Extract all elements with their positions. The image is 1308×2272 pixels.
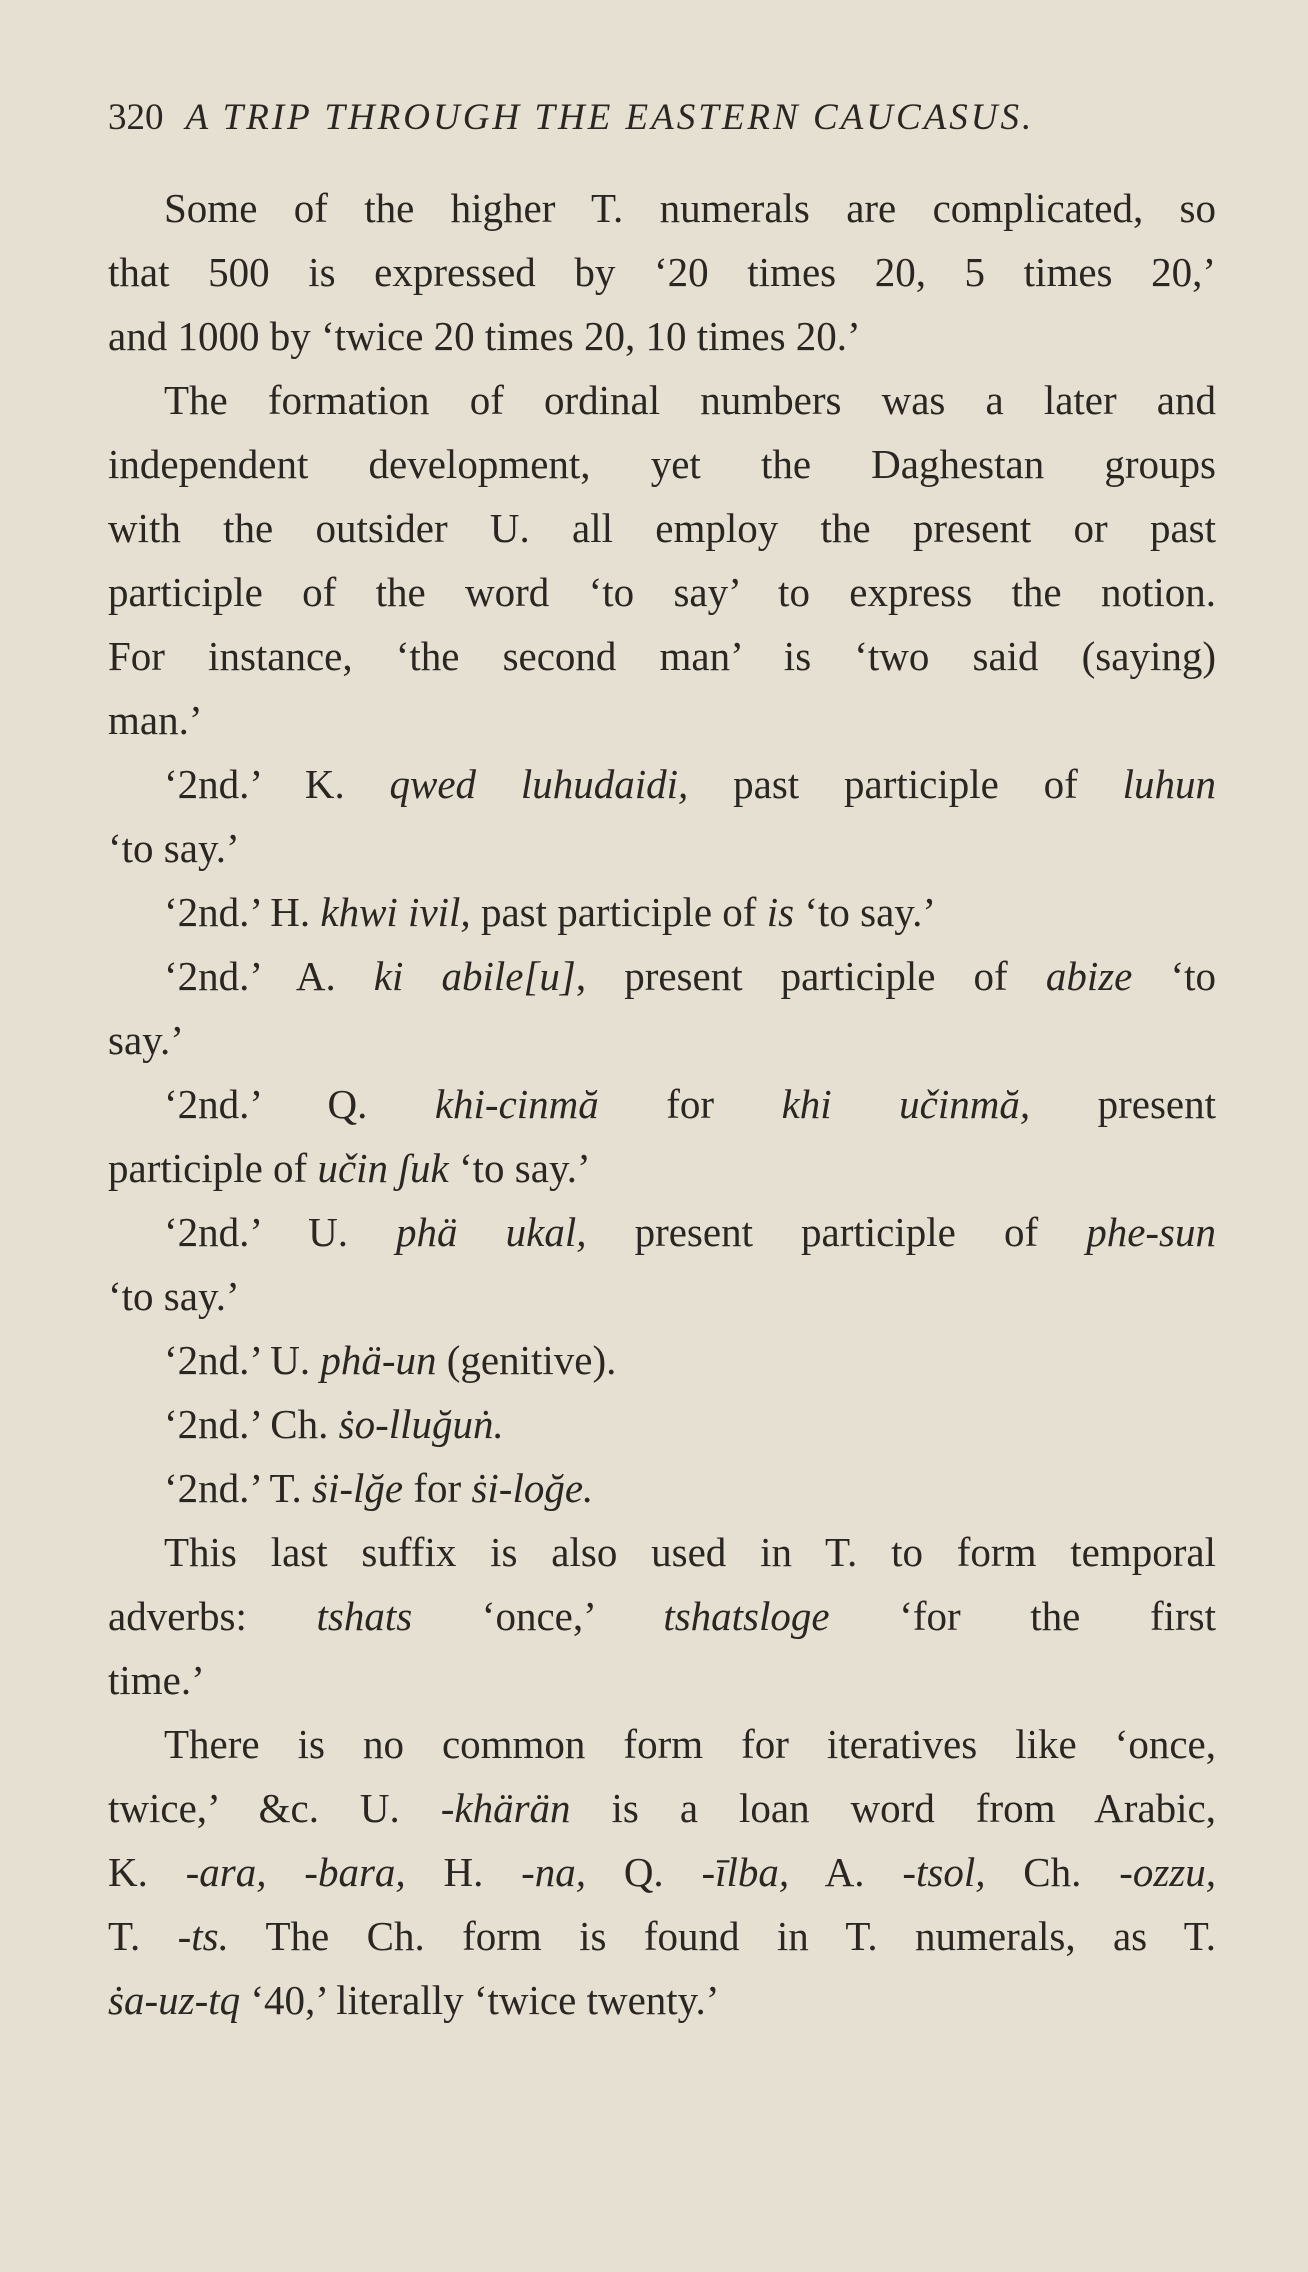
p4-t-label: T.: [108, 1913, 178, 1959]
example-q-term-2: khi učinmă,: [781, 1081, 1031, 1127]
p2-line-4: participle of the word ‘to say’ to express the notion.: [108, 569, 1216, 615]
example-t-term: ṡi-lğe: [312, 1465, 404, 1511]
example-u1-gloss: present participle of: [586, 1209, 1087, 1255]
example-ch-term: ṡo-lluğuṅ.: [338, 1401, 504, 1447]
p4-term-h: -na,: [521, 1849, 587, 1895]
example-u1-prefix: ‘2nd.’ U.: [164, 1209, 397, 1255]
running-head: [108, 96, 1218, 139]
p2-line-3: with the outsider U. all employ the present or past: [108, 505, 1216, 551]
p1-line-2: that 500 is expressed by ‘20 times 20, 5 times 20,’: [108, 249, 1216, 295]
p4-line-1: There is no common form for iteratives like ‘once,: [164, 1721, 1216, 1767]
example-u1-line-2: ‘to say.’: [108, 1273, 240, 1319]
example-q-term: khi-cinmă: [434, 1081, 599, 1127]
p4-k-label: K.: [108, 1849, 186, 1895]
p4-line-2-end: is a loan word from Arabic,: [570, 1785, 1216, 1831]
example-a-prefix: ‘2nd.’ A.: [164, 953, 374, 999]
p4-a-label: A.: [789, 1849, 903, 1895]
example-k-verb: luhun: [1122, 761, 1217, 807]
p1-line-3: and 1000 by ‘twice 20 times 20, 10 times 20.’: [108, 313, 861, 359]
p2-line-2: independent development, yet the Daghestan groups: [108, 441, 1216, 487]
example-k-line-2: ‘to say.’: [108, 825, 240, 871]
p4-term-q: -īlba,: [701, 1849, 790, 1895]
p4-term-a: -tsol,: [902, 1849, 986, 1895]
p4-line-2-prefix: twice,’ &c. U.: [108, 1785, 441, 1831]
example-q-line-1: [108, 1072, 1216, 1136]
p4-line-2: [108, 1776, 1216, 1840]
p3-term-1: tshats: [316, 1593, 413, 1639]
p4-h-label: H.: [405, 1849, 522, 1895]
example-u2-end: (genitive).: [436, 1337, 617, 1383]
p4-term-ch: -ozzu,: [1119, 1849, 1217, 1895]
example-u2-term: phä-un: [320, 1337, 437, 1383]
example-q-line-2-end: ‘to say.’: [448, 1145, 591, 1191]
example-q-line-2-prefix: participle of: [108, 1145, 318, 1191]
example-t-prefix: ‘2nd.’ T.: [164, 1465, 313, 1511]
p4-line-4-end: The Ch. form is found in T. numerals, as T.: [228, 1913, 1216, 1959]
example-t-term-2: ṡi-loğe.: [471, 1465, 594, 1511]
p2-line-1: The formation of ordinal numbers was a later and: [164, 377, 1216, 423]
p4-line-5: [108, 1968, 1216, 2032]
example-u1-term: phä ukal,: [396, 1209, 587, 1255]
running-title: A TRIP THROUGH THE EASTERN CAUCASUS.: [185, 97, 1035, 138]
p2-line-5: For instance, ‘the second man’ is ‘two said (saying): [108, 633, 1216, 679]
p4-term-40: ṡa-uz-tq: [108, 1977, 241, 2023]
body-text: [108, 176, 1216, 2032]
example-k-prefix: ‘2nd.’ K.: [164, 761, 390, 807]
example-ch-prefix: ‘2nd.’ Ch.: [164, 1401, 339, 1447]
example-t-line: [108, 1456, 1216, 1520]
p4-term-t: -ts.: [177, 1913, 229, 1959]
p4-ch-label: Ch.: [985, 1849, 1120, 1895]
example-h-prefix: ‘2nd.’ H.: [164, 889, 321, 935]
example-u2-prefix: ‘2nd.’ U.: [164, 1337, 321, 1383]
p3-line-1: This last suffix is also used in T. to form temporal: [164, 1529, 1216, 1575]
p4-term-k: -ara, -bara,: [185, 1849, 406, 1895]
example-a-end: ‘to: [1132, 953, 1216, 999]
example-q-verb: učin ʃuk: [317, 1145, 449, 1191]
p4-line-3: [108, 1840, 1216, 1904]
example-t-for: for: [403, 1465, 472, 1511]
example-u1-line-1: [108, 1200, 1216, 1264]
example-a-term: ki abile: [373, 953, 524, 999]
p4-line-5-end: ‘40,’ literally ‘twice twenty.’: [240, 1977, 720, 2023]
p4-q-label: Q.: [586, 1849, 702, 1895]
p4-line-4: [108, 1904, 1216, 1968]
example-a-line-2: say.’: [108, 1017, 184, 1063]
example-q-end: present: [1030, 1081, 1216, 1127]
example-h-verb: is: [766, 889, 795, 935]
example-a-bracket: [u]: [523, 953, 576, 999]
p4-term-u: -khärän: [440, 1785, 571, 1831]
p3-gloss-1: ‘once,’: [412, 1593, 664, 1639]
example-h-term: khwi ivil,: [320, 889, 471, 935]
example-k-term: qwed luhudaidi,: [389, 761, 689, 807]
example-u1-verb: phe-sun: [1086, 1209, 1216, 1255]
example-a-verb: abize: [1045, 953, 1133, 999]
example-h-end: ‘to say.’: [794, 889, 937, 935]
example-a-gloss: , present participle of: [575, 953, 1046, 999]
example-a-line-1: [108, 944, 1216, 1008]
p3-line-2-prefix: adverbs:: [108, 1593, 317, 1639]
p3-gloss-2: ‘for the first: [829, 1593, 1216, 1639]
p3-line-2: [108, 1584, 1216, 1648]
p2-line-6: man.’: [108, 697, 203, 743]
example-h-line: [108, 880, 1216, 944]
example-q-for: for: [598, 1081, 782, 1127]
p3-term-2: tshatsloge: [663, 1593, 830, 1639]
example-k-line-1: [108, 752, 1216, 816]
example-ch-line: [108, 1392, 1216, 1456]
example-u2-line: [108, 1328, 1216, 1392]
example-q-prefix: ‘2nd.’ Q.: [164, 1081, 435, 1127]
example-h-gloss: past participle of: [470, 889, 767, 935]
example-k-gloss: past participle of: [688, 761, 1123, 807]
example-q-line-2: [108, 1136, 1216, 1200]
p3-line-3: time.’: [108, 1657, 205, 1703]
p1-line-1: Some of the higher T. numerals are complicated, so: [164, 185, 1216, 231]
page-number: 320: [108, 97, 164, 138]
